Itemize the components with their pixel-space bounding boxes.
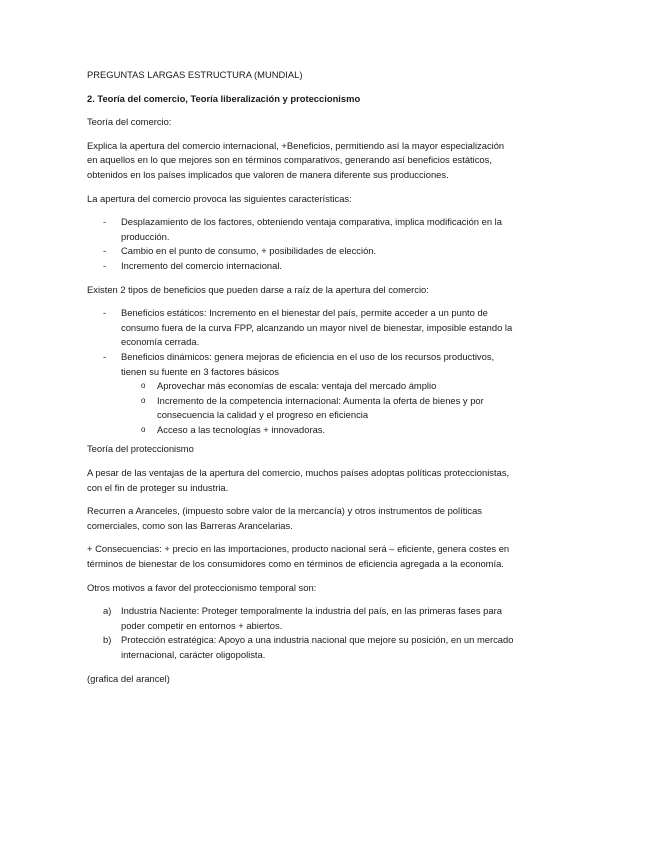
list-marker: b) bbox=[103, 634, 112, 646]
paragraph-caracteristicas-lead: La apertura del comercio provoca las siguientes características: bbox=[87, 192, 352, 204]
bullet-dash: - bbox=[103, 245, 107, 257]
bullet-circle: o bbox=[141, 424, 146, 434]
paragraph-intro: Explica la apertura del comercio internacional, +Beneficios, permitiendo así la mayor especialización en aquellos en lo que mejores son en términos comparativos, generando así beneficios estáticos, obtenidos en los países implicados que valoren de manera diferente sus producciones. bbox=[87, 139, 505, 180]
list-marker: a) bbox=[103, 605, 112, 617]
bullet-dash: - bbox=[103, 350, 107, 362]
heading-teoria-comercio: Teoría del comercio: bbox=[87, 116, 172, 128]
paragraph-proteccionismo-2: Recurren a Aranceles, (impuesto sobre valor de la mercancía) y otros instrumentos de políticas comerciales, como son las Barreras Arancelarias. bbox=[87, 505, 482, 531]
caracteristicas-list bbox=[87, 215, 517, 273]
list-item-text: Acceso a las tecnologías + innovadoras. bbox=[157, 423, 326, 435]
heading-teoria-proteccionismo: Teoría del proteccionismo bbox=[87, 443, 194, 455]
list-item-text: Industria Naciente: Proteger temporalmente la industria del país, en las primeras fases para poder competir en entornos + abiertos. bbox=[121, 605, 502, 631]
grafica-placeholder: (grafica del arancel) bbox=[87, 672, 170, 684]
list-item-text: Incremento de la competencia internacional: Aumenta la oferta de bienes y por consecuencia la calidad y el progreso en eficiencia bbox=[157, 394, 484, 421]
motivos-list bbox=[87, 604, 517, 662]
list-item-text: Beneficios dinámicos: genera mejoras de eficiencia en el uso de los recursos productivos, tienen su fuente en 3 factores básicos bbox=[121, 350, 495, 377]
list-item bbox=[87, 604, 517, 633]
list-item bbox=[87, 215, 517, 244]
list-item-text: Desplazamiento de los factores, obteniendo ventaja comparativa, implica modificación en la producción. bbox=[121, 216, 502, 242]
list-item-text: Aprovechar más economías de escala: ventaja del mercado ámplio bbox=[157, 380, 437, 392]
beneficios-list bbox=[87, 306, 517, 379]
list-item bbox=[87, 350, 517, 379]
list-item-text: Protección estratégica: Apoyo a una industria nacional que mejore su posición, en un mercado internacional, carácter oligopolista. bbox=[121, 634, 514, 660]
document-body bbox=[87, 68, 517, 686]
doc-title: PREGUNTAS LARGAS ESTRUCTURA (MUNDIAL) bbox=[87, 69, 303, 80]
paragraph-beneficios-lead: Existen 2 tipos de beneficios que pueden darse a raíz de la apertura del comercio: bbox=[87, 283, 429, 295]
list-item-text: Cambio en el punto de consumo, + posibilidades de elección. bbox=[121, 245, 377, 257]
paragraph-consecuencias: + Consecuencias: + precio en las importaciones, producto nacional será – eficiente, genera costes en términos de bienestar de los consumidores como en términos de eficiencia agregada a la economía. bbox=[87, 543, 510, 570]
list-item bbox=[87, 633, 517, 662]
list-item-text: Beneficios estáticos: Incremento en el bienestar del país, permite acceder a un punto de consumo fuera de la curva FPP, alcanzando un mayor nivel de bienestar, imposible estando la economía cerrada. bbox=[121, 307, 513, 348]
list-item bbox=[87, 244, 517, 259]
bullet-dash: - bbox=[103, 216, 107, 228]
list-item bbox=[87, 379, 517, 394]
section-title: 2. Teoría del comercio, Teoría liberalización y proteccionismo bbox=[87, 92, 361, 104]
paragraph-motivos-lead: Otros motivos a favor del proteccionismo temporal son: bbox=[87, 581, 317, 593]
bullet-circle: o bbox=[141, 395, 146, 405]
paragraph-proteccionismo-1: A pesar de las ventajas de la apertura del comercio, muchos países adoptas políticas proteccionistas, con el fin de proteger su industria. bbox=[87, 467, 510, 493]
bullet-circle: o bbox=[141, 381, 146, 391]
list-item bbox=[87, 259, 517, 274]
factores-list bbox=[87, 379, 517, 437]
list-item bbox=[87, 306, 517, 350]
bullet-dash: - bbox=[103, 307, 107, 319]
bullet-dash: - bbox=[103, 259, 107, 271]
list-item bbox=[87, 423, 517, 438]
list-item bbox=[87, 394, 517, 423]
list-item-text: Incremento del comercio internacional. bbox=[121, 259, 283, 271]
